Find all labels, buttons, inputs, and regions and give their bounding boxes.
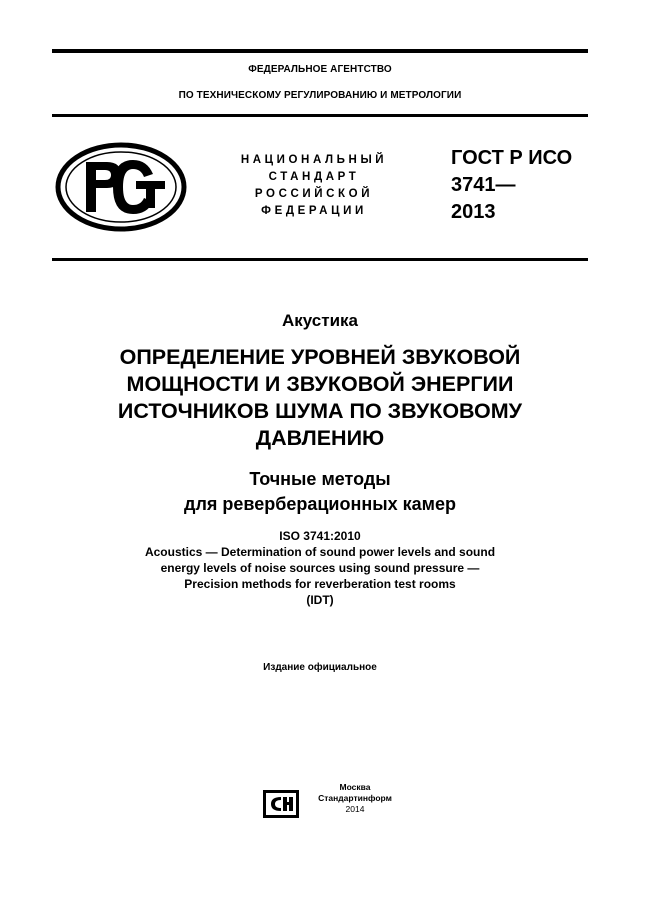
- document-title: [80, 344, 560, 452]
- designation-line: 3741—: [451, 174, 516, 196]
- subject-heading: Акустика: [281, 311, 358, 330]
- iso-line: Acoustics — Determination of sound power levels and sound: [144, 545, 496, 559]
- edition-label: Издание официальное: [263, 662, 377, 673]
- standard-designation: [451, 145, 572, 226]
- publication-year: 2014: [345, 804, 365, 814]
- publisher-imprint: [305, 782, 405, 815]
- subtitle-line: Точные методы: [249, 469, 391, 489]
- iso-line: Precision methods for reverberation test rooms: [184, 577, 456, 591]
- title-line: ДАВЛЕНИЮ: [255, 426, 385, 450]
- iso-line: (IDT): [306, 593, 334, 607]
- agency-name-line-1: ФЕДЕРАЛЬНОЕ АГЕНТСТВО: [248, 64, 392, 75]
- iso-line: ISO 3741:2010: [279, 529, 361, 543]
- agency-name-line-2: ПО ТЕХНИЧЕСКОМУ РЕГУЛИРОВАНИЮ И МЕТРОЛОГИИ: [178, 90, 462, 101]
- title-line: ИСТОЧНИКОВ ШУМА ПО ЗВУКОВОМУ: [117, 399, 523, 423]
- title-line: ОПРЕДЕЛЕНИЕ УРОВНЕЙ ЗВУКОВОЙ: [119, 345, 521, 369]
- publisher-logo-icon: [262, 789, 300, 819]
- rst-logo-icon: [55, 142, 187, 232]
- national-line: НАЦИОНАЛЬНЫЙ: [240, 154, 388, 166]
- designation-line: 2013: [451, 201, 496, 223]
- national-standard-label: [228, 152, 400, 220]
- publisher-city: Москва: [339, 782, 371, 792]
- subtitle-line: для реверберационных камер: [184, 494, 456, 514]
- national-line: ФЕДЕРАЦИИ: [261, 205, 367, 217]
- iso-reference: [52, 528, 588, 608]
- document-subtitle: [52, 467, 588, 517]
- national-line: СТАНДАРТ: [268, 171, 360, 183]
- title-block-rule: [52, 258, 588, 261]
- publisher-name: Стандартинформ: [318, 793, 392, 803]
- national-line: РОССИЙСКОЙ: [254, 188, 374, 200]
- title-line: МОЩНОСТИ И ЗВУКОВОЙ ЭНЕРГИИ: [126, 372, 514, 396]
- header-rule: [52, 114, 588, 117]
- top-rule: [52, 49, 588, 53]
- designation-line: ГОСТ Р ИСО: [451, 147, 573, 169]
- iso-line: energy levels of noise sources using sound pressure —: [160, 561, 480, 575]
